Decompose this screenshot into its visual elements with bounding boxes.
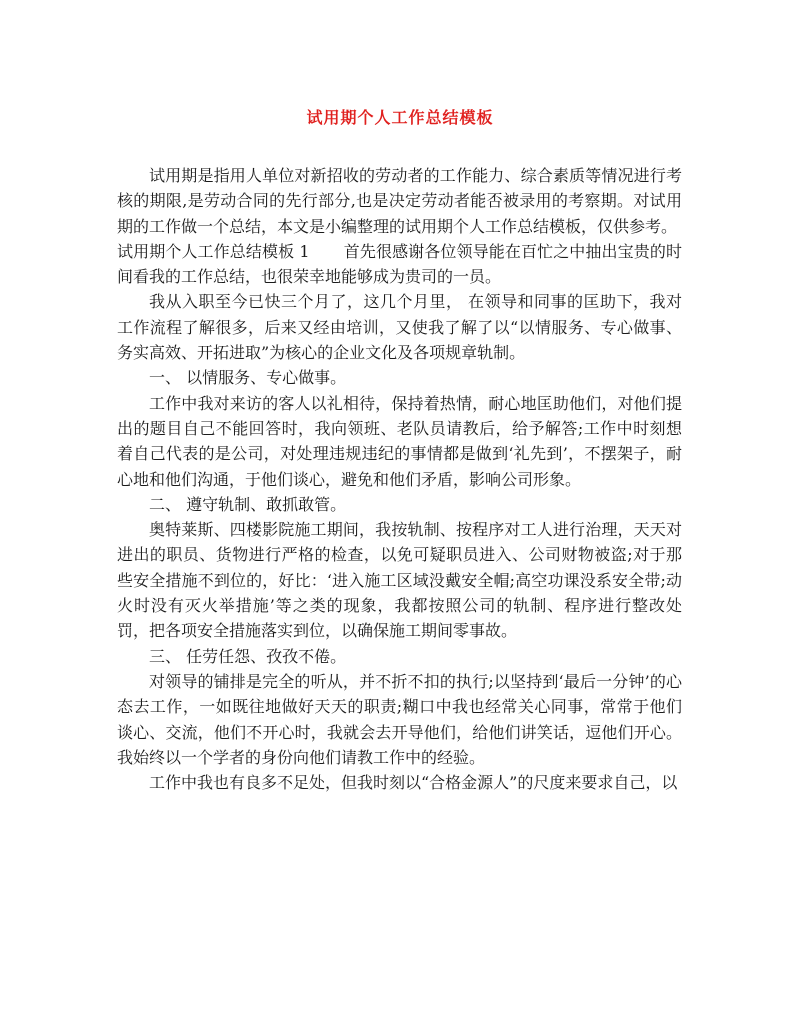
intro-paragraph: 试用期是指用人单位对新招收的劳动者的工作能力、综合素质等情况进行考核的期限,是劳动合同的先行部分,也是决定劳动者能否被录用的考察期。对试用期的工作做一个总结，本文是小编整理的试用期个人工作总结模板，仅供参考。	[117, 166, 682, 236]
para-intro: 我从入职至今已快三个月了，这几个月里， 在领导和同事的匡助下，我对工作流程了解很多，后来又经由培训，又使我了解了以“以情服务、专心做事、务实高效、开拓进取”为核心的企业文化及各项规章轨制。	[117, 292, 682, 363]
template-paragraph	[117, 239, 682, 290]
document-title: 试用期个人工作总结模板	[306, 108, 494, 127]
section2-heading: 二、 遵守轨制、敢抓敢管。	[149, 494, 347, 514]
document-body	[117, 163, 682, 795]
section2-body: 奥特莱斯、四楼影院施工期间，我按轨制、按程序对工人进行治理，天天对进出的职员、货物进行严格的检查，以免可疑职员进入、公司财物被盗;对于那些安全措施不到位的，好比：‘进入施工区域没戴安全帽;高空功课没系安全带;动火时没有灭火举措施’等之类的现象，我都按照公司的轨制、程序进行整改处罚，把各项安全措施落实到位，以确保施工期间零事故。	[117, 520, 682, 641]
section3-heading: 三、 任劳任怨、孜孜不倦。	[149, 646, 347, 666]
section3-body: 对领导的铺排是完全的听从，并不折不扣的执行;以坚持到‘最后一分钟’的心态去工作，一如既往地做好天天的职责;糊口中我也经常关心同事，常常于他们谈心、交流，他们不开心时，我就会去开导他们，给他们讲笑话，逗他们开心。我始终以一个学者的身份向他们请教工作中的经验。	[117, 671, 682, 767]
section1-heading: 一、 以情服务、专心做事。	[149, 368, 347, 388]
template-heading: 试用期个人工作总结模板 1	[117, 241, 310, 261]
closing-paragraph: 工作中我也有良多不足处，但我时刻以“合格金源人”的尺度来要求自己，以	[149, 773, 678, 793]
template-opening: 首先很感谢各位领导能在百忙之中抽出宝贵的时间看我的工作总结，也很荣幸地能够成为贵司的一员。	[117, 241, 682, 287]
section1-body: 工作中我对来访的客人以礼相待，保持着热情，耐心地匡助他们，对他们提出的题目自己不能回答时，我向领班、老队员请教后，给予解答;工作中时刻想着自己代表的是公司，对处理违规违纪的事情都是做到‘礼先到’，不摆架子，耐心地和他们沟通，于他们谈心，避免和他们矛盾，影响公司形象。	[117, 393, 682, 489]
